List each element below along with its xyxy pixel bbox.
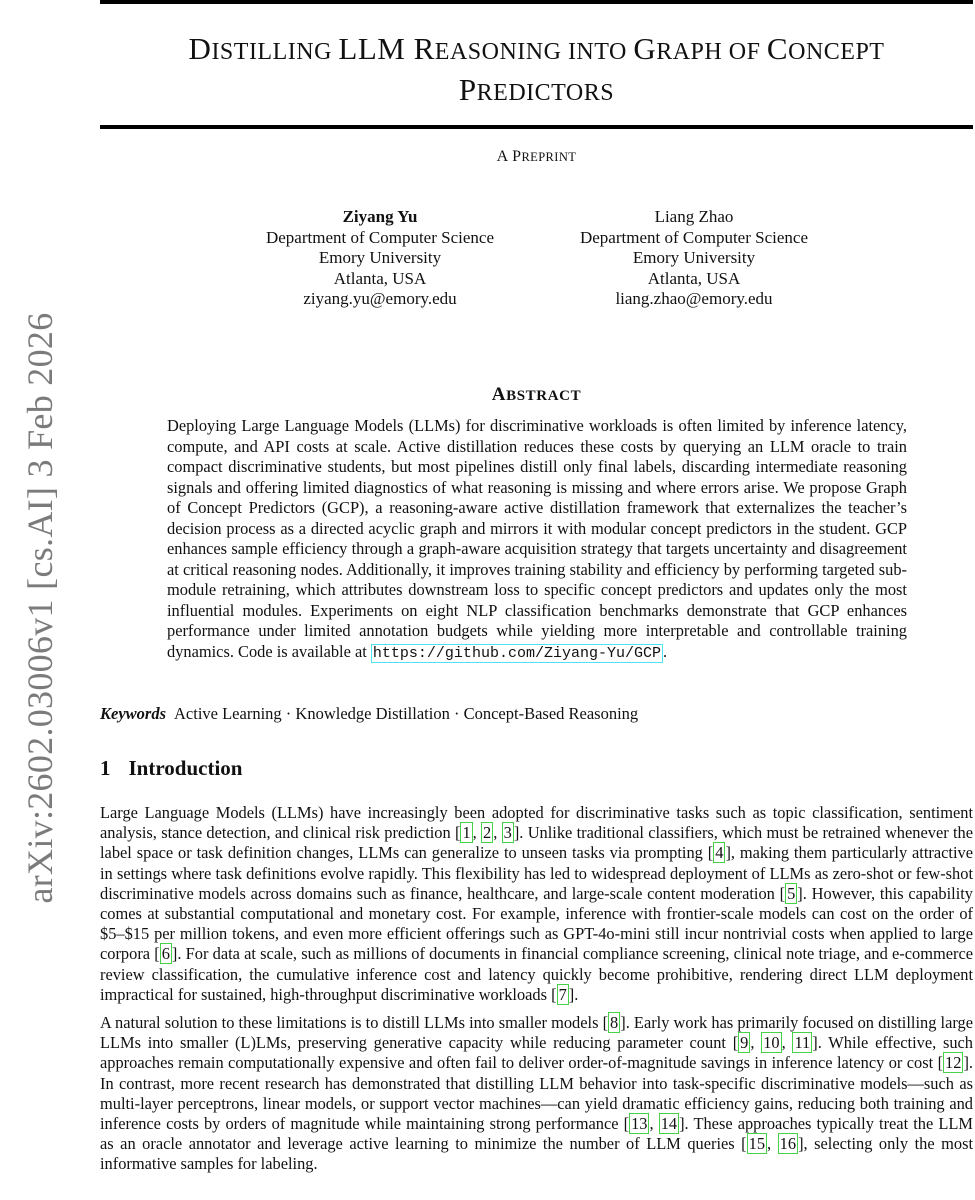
citation-link[interactable]: 12 bbox=[945, 1053, 962, 1073]
keywords-text: Active Learning · Knowledge Distillation · Concept-Based Reasoning bbox=[174, 704, 639, 723]
title-capital: D bbox=[188, 31, 212, 66]
section-number: 1 bbox=[100, 756, 111, 780]
author-block-1 bbox=[230, 207, 530, 310]
title-small-caps: REDICTORS bbox=[476, 80, 615, 106]
citation-link[interactable]: 1 bbox=[462, 823, 471, 843]
citation-link[interactable]: 2 bbox=[483, 823, 492, 843]
abstract-body bbox=[167, 416, 907, 664]
title-line-1 bbox=[100, 30, 973, 71]
keywords-label: Keywords bbox=[100, 704, 166, 723]
title-small-caps: RAPH OF bbox=[656, 39, 767, 65]
preprint-big: A P bbox=[496, 148, 522, 165]
author-block-2 bbox=[544, 207, 844, 310]
citation-link[interactable]: 16 bbox=[779, 1134, 797, 1154]
citation-link[interactable]: 15 bbox=[748, 1134, 766, 1154]
paragraph-text: , bbox=[767, 1134, 778, 1154]
preprint-small: REPRINT bbox=[521, 150, 577, 164]
paragraph-text: ]. These approaches typically treat the LLM as an oracle annotator and leverage active learning to minimize the number of LLM queries [ bbox=[100, 1114, 973, 1154]
paragraph-text: ]. For data at scale, such as millions of documents in financial compliance screening, clinical note triage, and e-commerce review classification, the cumulative inference cost and latency quickly become prohibitive, rendering direct LLM deployment impractical for sustained, high-throughput discriminative workloads [ bbox=[100, 944, 973, 1004]
citation-link[interactable]: 13 bbox=[631, 1114, 648, 1134]
author-location: Atlanta, USA bbox=[333, 268, 427, 288]
author-email[interactable]: liang.zhao@emory.edu bbox=[615, 289, 773, 308]
title-rule-top bbox=[100, 0, 973, 4]
citation-link[interactable]: 8 bbox=[610, 1013, 619, 1032]
paragraph-text: , bbox=[750, 1033, 762, 1053]
paragraph-text: , bbox=[493, 823, 502, 843]
title-capital: C bbox=[766, 31, 789, 66]
paragraph-text: A natural solution to these limitations is to distill LLMs into smaller models [ bbox=[100, 1013, 609, 1032]
code-link[interactable]: https://github.com/Ziyang-Yu/GCP bbox=[372, 644, 661, 662]
paragraph-text: ]. bbox=[568, 984, 579, 1004]
paragraph-text: ]. While effective, such approaches remain computationally expensive and often fail to deliver order-of-magnitude savings in inference latency or cost [ bbox=[100, 1033, 973, 1073]
citation-link[interactable]: 14 bbox=[660, 1114, 678, 1134]
paragraph-text: ], selecting only the most informative samples for labeling. bbox=[100, 1134, 973, 1174]
title-rule-bottom bbox=[100, 125, 973, 129]
arxiv-stamp bbox=[0, 0, 60, 1200]
abstract-heading bbox=[100, 384, 973, 406]
author-university: Emory University bbox=[318, 248, 442, 267]
citation-link[interactable]: 5 bbox=[787, 883, 796, 903]
author-university: Emory University bbox=[632, 248, 756, 267]
title-small-caps: EASONING INTO bbox=[434, 39, 634, 65]
paragraph-text: ]. Unlike traditional classifiers, which must be retrained whenever the label space or task definition changes, LLMs can generalize to unseen tasks via prompting [ bbox=[100, 823, 973, 863]
preprint-label bbox=[100, 148, 973, 166]
citation-link[interactable]: 7 bbox=[558, 984, 567, 1004]
title-small-caps: ONCEPT bbox=[788, 39, 885, 65]
paragraph-text: ]. In contrast, more recent research has demonstrated that distilling LLM behavior into task-specific discriminative models—such as multi-layer perceptrons, linear models, or support vector machines—can yield dramatic efficiency gains, reducing both training and inference costs by orders of magnitude while maintaining strong performance [ bbox=[100, 1053, 973, 1134]
paragraph-text: ]. However, this capability comes at substantial computational and monetary cost. For example, inference with frontier-scale models can cost on the order of $5–$15 per million tokens, and even more efficient offerings such as GPT-4o-mini still incur nontrivial costs when applied to large corpora [ bbox=[100, 883, 974, 964]
section-heading bbox=[100, 756, 242, 781]
citation-link[interactable]: 10 bbox=[763, 1033, 780, 1053]
paragraph-text: , bbox=[472, 823, 482, 843]
author-department: Department of Computer Science bbox=[579, 227, 808, 247]
author-email[interactable]: ziyang.yu@emory.edu bbox=[303, 289, 457, 308]
citation-link[interactable]: 6 bbox=[161, 944, 170, 964]
title-capital: P bbox=[458, 72, 477, 107]
author-name: Liang Zhao bbox=[654, 207, 734, 226]
citation-link[interactable]: 3 bbox=[503, 823, 512, 843]
paragraph-text: Large Language Models (LLMs) have increasingly been adopted for discriminative tasks such as topic classification, sentiment analysis, stance detection, and clinical risk prediction [ bbox=[100, 803, 973, 843]
citation-link[interactable]: 4 bbox=[715, 843, 724, 863]
paragraph-text: ], making them particularly attractive in settings where task definitions evolve rapidly. This flexibility has led to widespread deployment of LLMs as zero-shot or few-shot discriminative models across domains such as finance, healthcare, and large-scale content moderation [ bbox=[100, 843, 973, 903]
citation-link[interactable]: 9 bbox=[740, 1033, 749, 1053]
paragraph-text: ]. Early work has primarily focused on distilling large LLMs into smaller (L)LMs, preserving generative capacity while reducing parameter count [ bbox=[100, 1013, 973, 1053]
abstract-end: . bbox=[662, 641, 668, 661]
abstract-heading-big: A bbox=[491, 384, 507, 405]
title-capital: R bbox=[413, 31, 435, 66]
paragraph-text: , bbox=[781, 1033, 793, 1053]
section-title: Introduction bbox=[128, 756, 243, 780]
arxiv-identifier: arXiv:2602.03006v1 [cs.AI] 3 Feb 2026 bbox=[20, 312, 60, 904]
title-small-caps: ISTILLING bbox=[211, 39, 339, 65]
paper-title bbox=[100, 30, 973, 112]
intro-paragraph-2 bbox=[100, 1013, 973, 1175]
title-capital: LLM bbox=[338, 31, 414, 66]
author-department: Department of Computer Science bbox=[265, 227, 494, 247]
author-name: Ziyang Yu bbox=[342, 207, 418, 226]
title-line-2 bbox=[100, 71, 973, 112]
title-capital: G bbox=[633, 31, 657, 66]
keywords-line bbox=[100, 704, 638, 724]
abstract-heading-small: BSTRACT bbox=[506, 388, 582, 404]
abstract-text: Deploying Large Language Models (LLMs) for discriminative workloads is often limited by inference latency, compute, and API costs at scale. Active distillation reduces these costs by querying an LLM oracle to train compact discriminative students, but most pipelines distill only final labels, discarding intermediate reasoning signals and offering limited diagnostics of what reasoning is missing and where errors arise. We propose Graph of Concept Predictors (GCP), a reasoning-aware active distillation framework that externalizes the teacher’s decision process as a directed acyclic graph and mirrors it with modular concept predictors in the student. GCP enhances sample efficiency through a graph-aware acquisition strategy that targets uncertainty and disagreement at critical reasoning nodes. Additionally, it improves training stability and efficiency by performing targeted sub-module retraining, which attributes downstream loss to specific concept predictors and updates only the most influential modules. Experiments on eight NLP classification benchmarks demonstrate that GCP enhances performance under limited annotation budgets while yielding more interpretable and controllable training dynamics. Code is available at bbox=[167, 416, 907, 661]
citation-link[interactable]: 11 bbox=[794, 1033, 811, 1053]
paragraph-text: , bbox=[649, 1114, 659, 1134]
author-location: Atlanta, USA bbox=[647, 268, 741, 288]
intro-paragraph-1 bbox=[100, 803, 973, 1005]
